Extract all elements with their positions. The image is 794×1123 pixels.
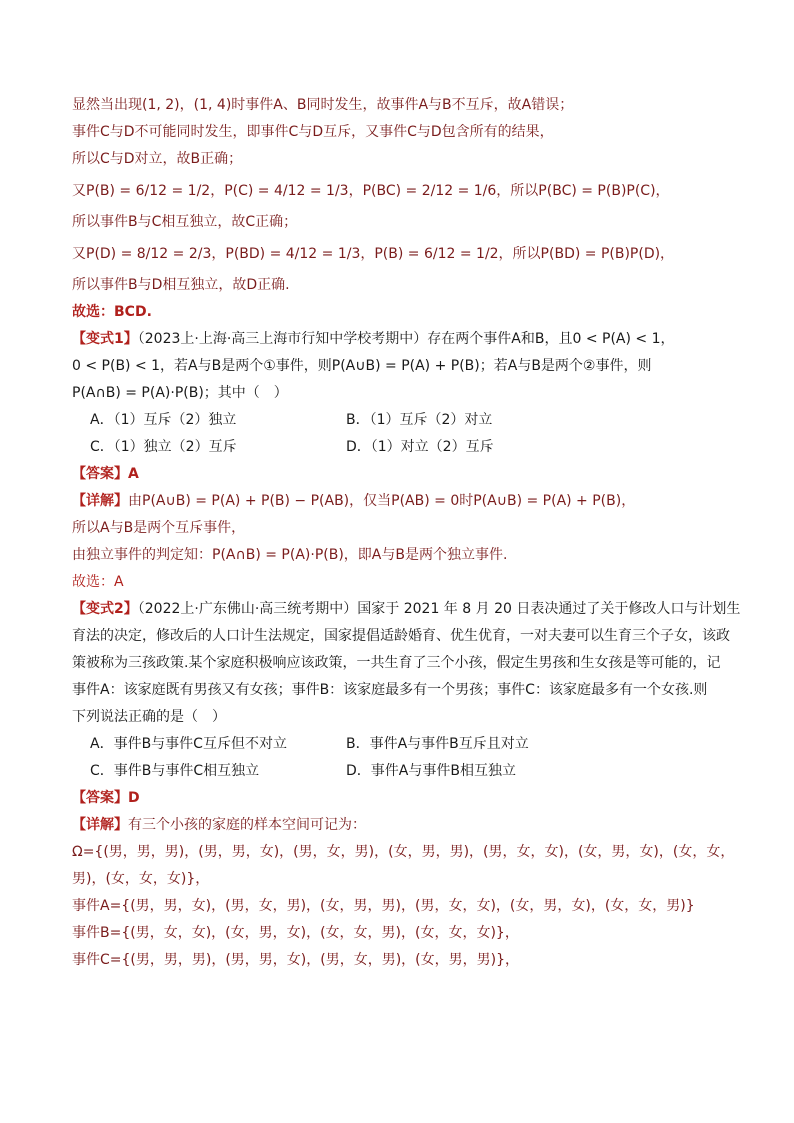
solution-line: 事件C与D不可能同时发生，即事件C与D互斥，又事件C与D包含所有的结果， [72, 124, 554, 140]
variant2-tag: 【变式2】 [72, 601, 138, 617]
variant1-question-line3: P(A∩B) = P(A)·P(B)；其中（ ） [72, 385, 288, 401]
variant2-question-line5: 下列说法正确的是（ ） [72, 709, 226, 725]
option-b: B．（1）互斥（2）对立 [346, 412, 493, 428]
final-answer: 故选：BCD. [72, 304, 152, 320]
variant1-answer: 【答案】A [72, 466, 139, 482]
solution-line: 又P(D) = 8/12 = 2/3，P(BD) = 4/12 = 1/3，P(B) = 6/12 = 1/2，所以P(BD) = P(B)P(D)， [72, 246, 675, 262]
variant1-options-row2 [72, 434, 732, 461]
option-b: B．事件A与事件B互斥且对立 [346, 736, 529, 752]
variant2-detail-line6: 事件C={(男，男，男)，(男，男，女)，(男，女，男)，(女，男，男)}， [72, 952, 520, 968]
solution-line: 显然当出现(1, 2)，(1, 4)时事件A、B同时发生，故事件A与B不互斥，故A错误； [72, 97, 574, 113]
document-page [72, 92, 741, 974]
option-c: C．（1）独立（2）互斥 [90, 439, 237, 455]
variant1-options-row1 [72, 407, 732, 434]
variant2-question-line3: 策被称为三孩政策.某个家庭积极响应该政策，一共生育了三个小孩，假定生男孩和生女孩是等可能的，记 [72, 655, 721, 671]
variant1-question-line1 [72, 326, 732, 353]
variant2-detail-line1 [72, 812, 732, 839]
variant2-detail-line3: 男)，(女，女，女)}， [72, 871, 210, 887]
variant2-answer: 【答案】D [72, 790, 140, 806]
option-c: C．事件B与事件C相互独立 [90, 763, 260, 779]
option-a: A．事件B与事件C互斥但不对立 [90, 736, 287, 752]
detail-tag: 【详解】 [72, 817, 128, 833]
detail-text: 有三个小孩的家庭的样本空间可记为： [128, 817, 366, 833]
variant2-question-line1 [72, 596, 741, 623]
variant1-tag: 【变式1】 [72, 331, 138, 347]
option-d: D．（1）对立（2）互斥 [346, 439, 494, 455]
variant2-options-row2 [72, 758, 732, 785]
variant2-detail-line5: 事件B={(男，女，女)，(女，男，女)，(女，女，男)，(女，女，女)}， [72, 925, 519, 941]
solution-line: 所以事件B与C相互独立，故C正确； [72, 214, 298, 230]
variant2-question-text: （2022上·广东佛山·高三统考期中）国家于 2021 年 8 月 20 日表决通过了关于修改人口与计划生 [137, 601, 741, 617]
detail-text: 由P(A∪B) = P(A) + P(B) − P(AB)，仅当P(AB) = 0时P(A∪B) = P(A) + P(B)， [128, 493, 636, 509]
variant1-question-line2: 0 < P(B) < 1，若A与B是两个①事件，则P(A∪B) = P(A) + P(B)；若A与B是两个②事件，则 [72, 358, 652, 374]
solution-line: 所以C与D对立，故B正确； [72, 151, 243, 167]
variant1-detail-line1 [72, 488, 732, 515]
solution-line: 所以事件B与D相互独立，故D正确. [72, 277, 290, 293]
option-d: D．事件A与事件B相互独立 [346, 763, 516, 779]
variant1-detail-line3: 由独立事件的判定知：P(A∩B) = P(A)·P(B)，即A与B是两个独立事件. [72, 547, 508, 563]
variant1-detail-line2: 所以A与B是两个互斥事件， [72, 520, 246, 536]
variant1-choose: 故选：A [72, 574, 124, 590]
variant2-question-line2: 育法的决定，修改后的人口计生法规定，国家提倡适龄婚育、优生优育，一对夫妻可以生育三个子女，该政 [72, 628, 730, 644]
variant2-detail-line4: 事件A={(男，男，女)，(男，女，男)，(女，男，男)，(男，女，女)，(女，男，女)，(女，女，男)} [72, 898, 695, 914]
variant2-question-line4: 事件A：该家庭既有男孩又有女孩；事件B：该家庭最多有一个男孩；事件C：该家庭最多有一个女孩.则 [72, 682, 708, 698]
solution-line: 又P(B) = 6/12 = 1/2，P(C) = 4/12 = 1/3，P(BC) = 2/12 = 1/6，所以P(BC) = P(B)P(C)， [72, 183, 670, 199]
detail-tag: 【详解】 [72, 493, 128, 509]
option-a: A．（1）互斥（2）独立 [90, 412, 237, 428]
variant1-question-text: （2023上·上海·高三上海市行知中学校考期中）存在两个事件A和B，且0 < P(A) < 1， [137, 331, 675, 347]
variant2-detail-line2: Ω={(男，男，男)，(男，男，女)，(男，女，男)，(女，男，男)，(男，女，女)，(女，男，女)，(女，女， [72, 844, 735, 860]
variant2-options-row1 [72, 731, 732, 758]
